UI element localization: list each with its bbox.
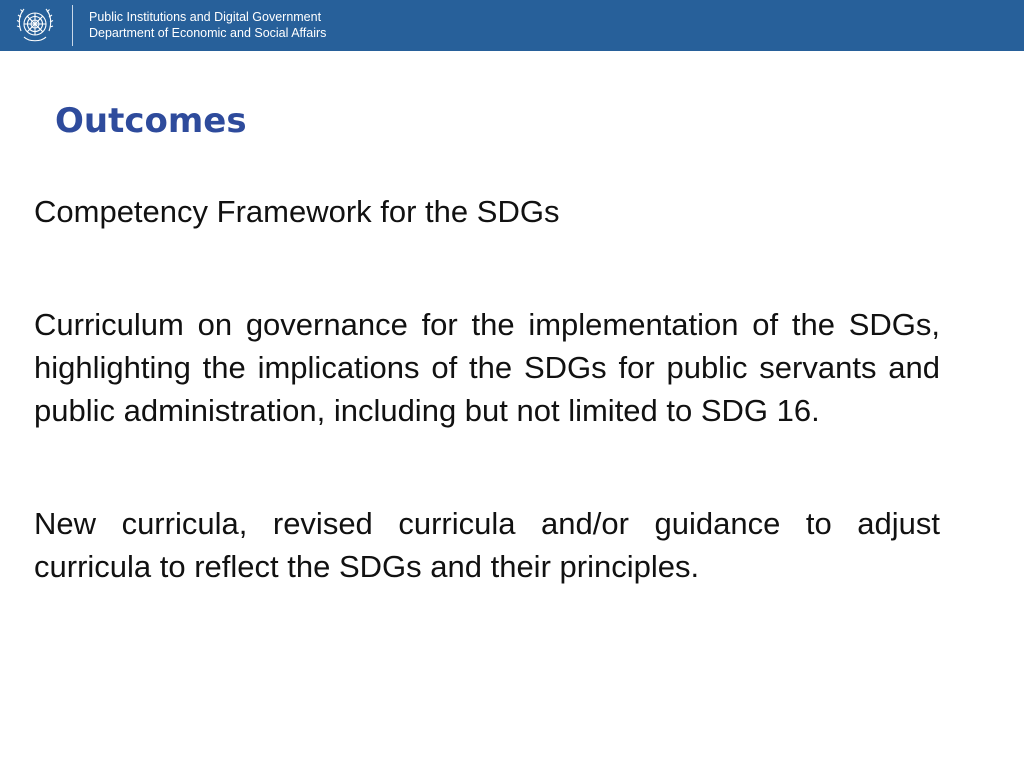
- header-line-2: Department of Economic and Social Affairs: [89, 26, 327, 40]
- un-emblem-icon: [12, 3, 58, 49]
- paragraph-2: Curriculum on governance for the implementation of the SDGs, highlighting the implications of the SDGs for public servants and public administration, including but not limited to SDG 16.: [34, 307, 940, 428]
- slide-body: [34, 190, 940, 588]
- paragraph-1: Competency Framework for the SDGs: [34, 194, 560, 229]
- header-text: [89, 9, 326, 41]
- paragraph-3: New curricula, revised curricula and/or guidance to adjust curricula to reflect the SDGs and their principles.: [34, 506, 940, 584]
- header-line-1: Public Institutions and Digital Government: [89, 10, 322, 24]
- header-bar: [0, 0, 1024, 51]
- slide-title: Outcomes: [55, 101, 247, 141]
- header-divider: [72, 5, 73, 46]
